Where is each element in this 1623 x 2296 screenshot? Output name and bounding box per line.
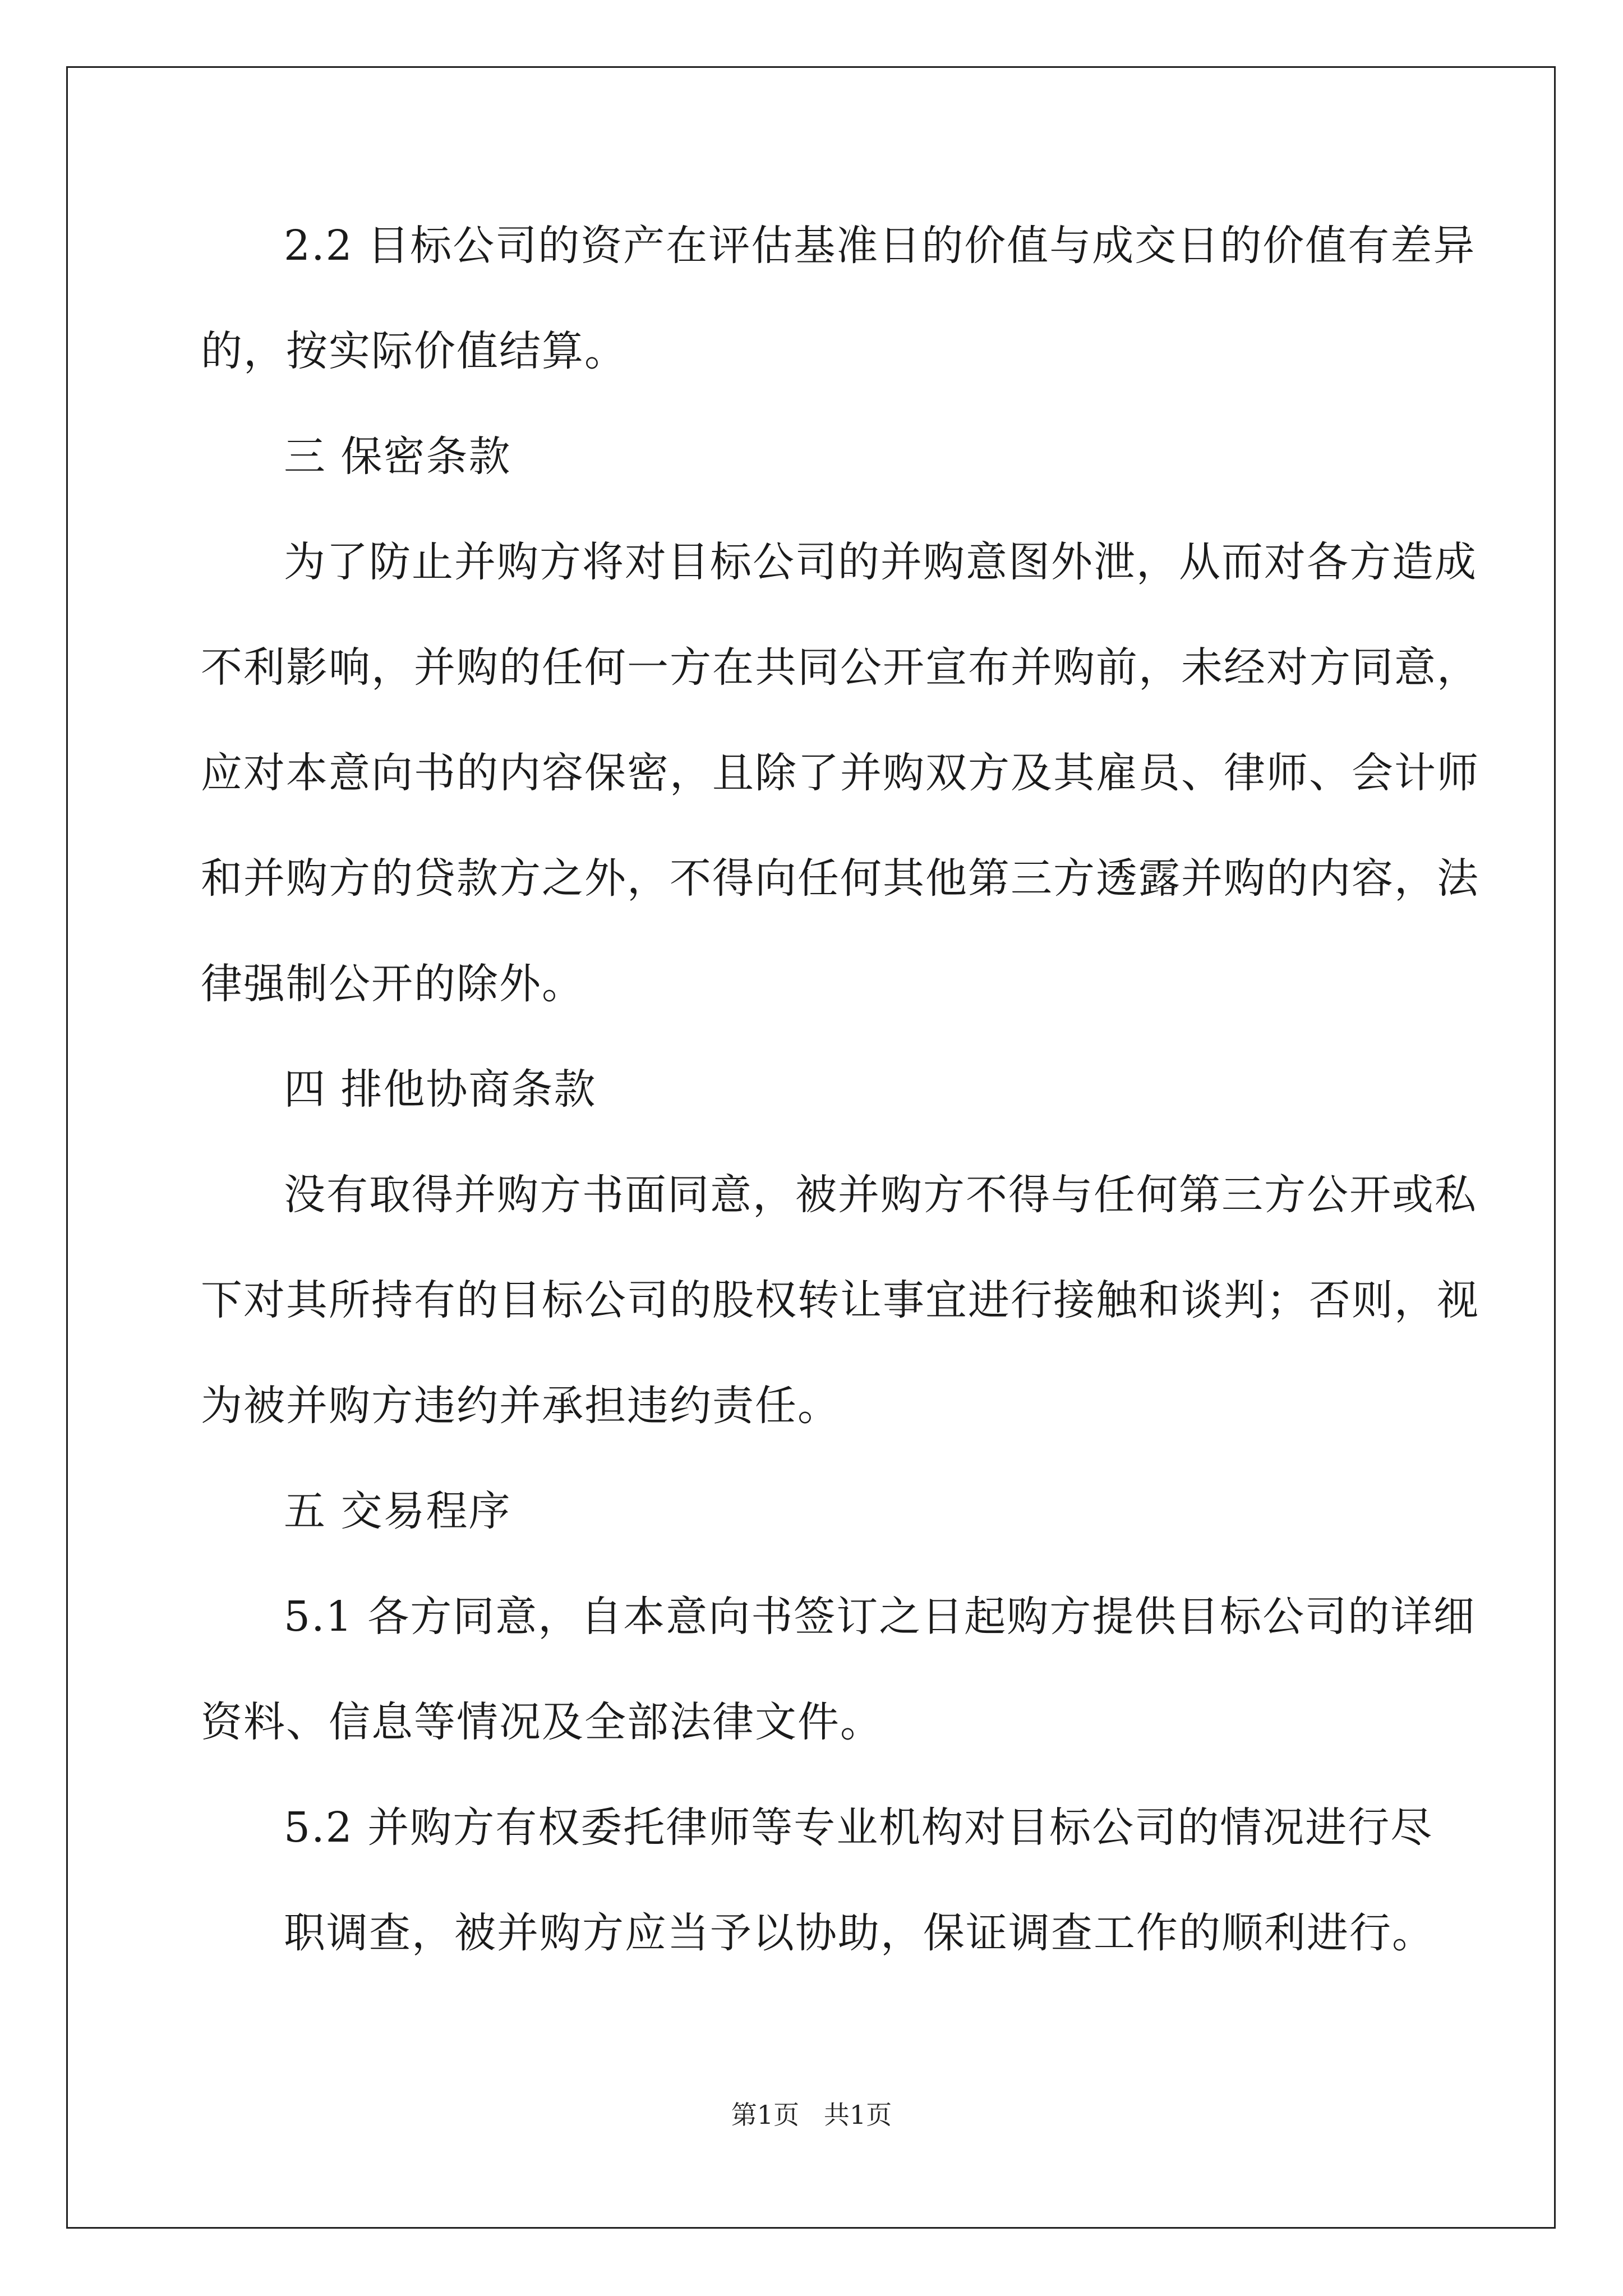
section-heading: 五 交易程序 [284, 1487, 511, 1535]
text-line: 应对本意向书的内容保密，且除了并购双方及其雇员、律师、会计师 [201, 749, 1479, 797]
text-line: 和并购方的贷款方之外，不得向任何其他第三方透露并购的内容，法 [201, 854, 1479, 903]
text-line: 下对其所持有的目标公司的股权转让事宜进行接触和谈判；否则，视 [201, 1276, 1479, 1324]
section-heading: 三 保密条款 [284, 432, 511, 481]
text-line: 没有取得并购方书面同意，被并购方不得与任何第三方公开或私 [284, 1171, 1477, 1219]
page-border [66, 66, 1556, 2229]
text-line: 2.2 目标公司的资产在评估基准日的价值与成交日的价值有差异 [284, 222, 1476, 270]
text-line: 5.2 并购方有权委托律师等专业机构对目标公司的情况进行尽 [284, 1803, 1433, 1852]
text-line: 职调查，被并购方应当予以协助，保证调查工作的顺利进行。 [284, 1909, 1435, 1957]
text-line: 不利影响，并购的任何一方在共同公开宣布并购前，未经对方同意， [201, 643, 1479, 692]
section-heading: 四 排他协商条款 [284, 1065, 597, 1114]
text-line: 的，按实际价值结算。 [201, 327, 627, 375]
text-line: 律强制公开的除外。 [201, 960, 584, 1008]
page-footer: 第1页 共1页 [731, 2100, 892, 2130]
text-line: 为了防止并购方将对目标公司的并购意图外泄，从而对各方造成 [284, 538, 1477, 586]
text-line: 为被并购方违约并承担违约责任。 [201, 1382, 840, 1430]
text-line: 资料、信息等情况及全部法律文件。 [201, 1698, 883, 1746]
text-line: 5.1 各方同意，自本意向书签订之日起购方提供目标公司的详细 [284, 1593, 1476, 1641]
